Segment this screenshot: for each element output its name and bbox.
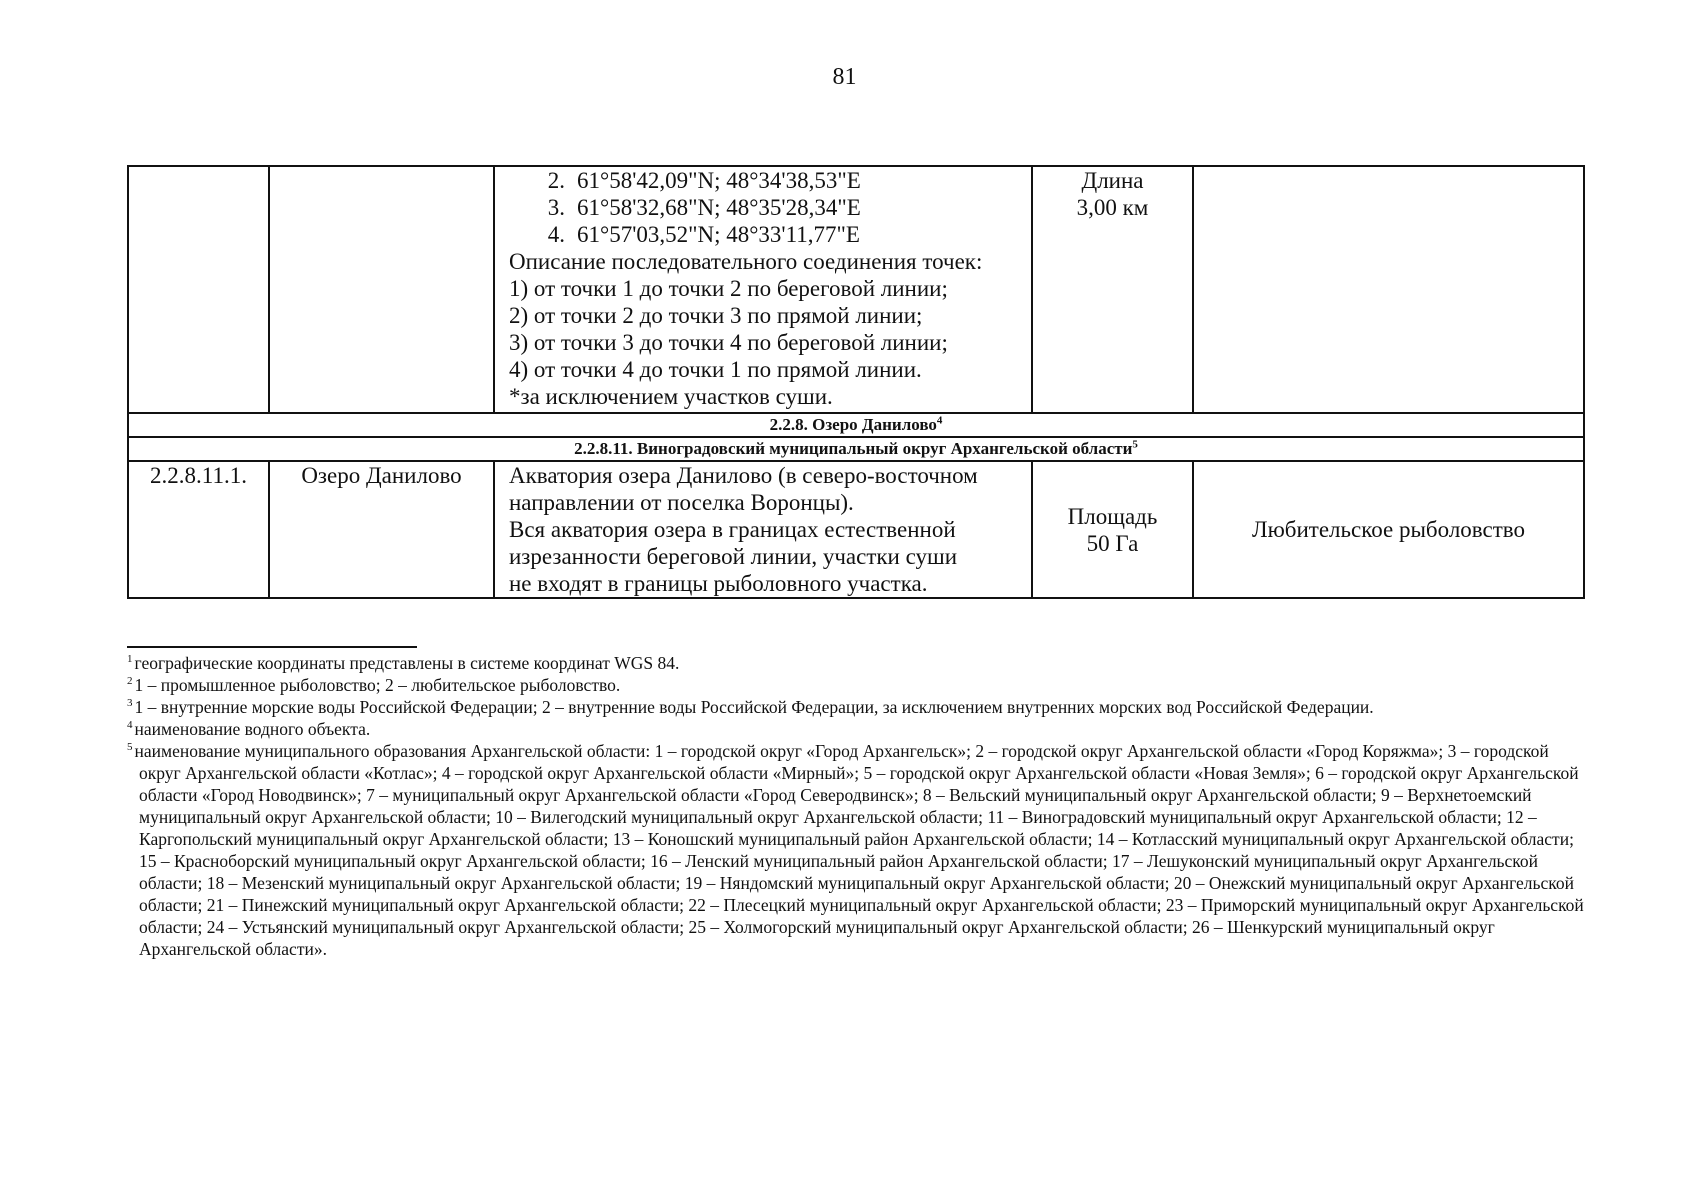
page-number: 81	[832, 64, 857, 90]
cell-purpose: Любительское рыболовство	[1193, 461, 1584, 598]
footnotes	[127, 652, 1587, 960]
footnote-item: $^2$ 1 – промышленное рыболовство; 2 – любительское рыболовство.	[127, 675, 621, 695]
footnote-separator	[127, 646, 417, 648]
table-row-continued	[128, 166, 1584, 413]
cell-description: Акватория озера Данилово (в северо-восточном направлении от поселка Воронцы). Вся акватория озера в границах естественной изрезанности береговой линии, участки суши не входят в границы рыболовного участка.	[494, 461, 1032, 598]
fishing-areas-table	[127, 165, 1585, 599]
footnote-item: $^5$ наименование муниципального образования Архангельской области: 1 – городской округ «Город Архангельск»; 2 – городской округ Архангельской области «Город Коряжма»; 3 – городской округ Архангельской области «Котлас»; 4 – городской округ Архангельской области «Мирный»; 5 – городской округ Архангельской области «Новая Земля»; 6 – городской округ Архангельской области «Город Новодвинск»; 7 – муниципальный округ Архангельской области «Город Северодвинск»; 8 – Вельский муниципальный округ Архангельской области; 9 – Верхнетоемский муниципальный округ Архангельской области; 10 – Вилегодский муниципальный округ Архангельской области; 11 – Виноградовский муниципальный округ Архангельской области; 12 – Каргопольский муниципальный округ Архангельской области; 13 – Коношский муниципальный район Архангельской области; 14 – Котласский муниципальный округ Архангельской области; 15 – Красноборский муниципальный округ Архангельской области; 16 – Ленский муниципальный район Архангельской области; 17 – Лешуконский муниципальный округ Архангельской области; 18 – Мезенский муниципальный округ Архангельской области; 19 – Няндомский муниципальный округ Архангельской области; 20 – Онежский муниципальный округ Архангельской области; 21 – Пинежский муниципальный округ Архангельской области; 22 – Плесецкий муниципальный округ Архангельской области; 23 – Приморский муниципальный округ Архангельской области; 24 – Устьянский муниципальный округ Архангельской области; 25 – Холмогорский муниципальный округ Архангельской области; 26 – Шенкурский муниципальный округ Архангельской области».	[127, 741, 1584, 959]
cell-id-empty	[128, 166, 269, 413]
coordinates-list	[495, 167, 1031, 248]
section-heading-lake: 2.2.8. Озеро Данилово$^4$	[128, 413, 1584, 437]
footnote-item: $^3$ 1 – внутренние морские воды Российской Федерации; 2 – внутренние воды Российской Федерации, за исключением внутренних морских вод Российской Федерации.	[127, 697, 1374, 717]
table-row-danilovo	[128, 461, 1584, 598]
coordinate-item: 3. 61°58'32,68"N; 48°35'28,34"E	[547, 195, 861, 220]
section-heading-district: 2.2.8.11. Виноградовский муниципальный округ Архангельской области$^5$	[128, 437, 1584, 461]
cell-size: Длина 3,00 км	[1032, 166, 1193, 413]
cell-name: Озеро Данилово	[269, 461, 494, 598]
footnote-item: $^4$ наименование водного объекта.	[127, 719, 371, 739]
cell-area: Площадь 50 Га	[1032, 461, 1193, 598]
cell-id: 2.2.8.11.1.	[128, 461, 269, 598]
coordinate-item: 4. 61°57'03,52"N; 48°33'11,77"E	[547, 222, 860, 247]
cell-purpose-empty	[1193, 166, 1584, 413]
coordinate-item: 2. 61°58'42,09"N; 48°34'38,53"E	[547, 168, 861, 193]
cell-coordinates	[494, 166, 1032, 413]
cell-name-empty	[269, 166, 494, 413]
footnote-item: $^1$ географические координаты представлены в системе координат WGS 84.	[127, 653, 680, 673]
connection-description: Описание последовательного соединения точек: 1) от точки 1 до точки 2 по береговой линии; 2) от точки 2 до точки 3 по прямой линии; 3) от точки 3 до точки 4 по береговой линии; 4) от точки 4 до точки 1 по прямой линии. *за исключением участков суши.	[509, 249, 983, 409]
